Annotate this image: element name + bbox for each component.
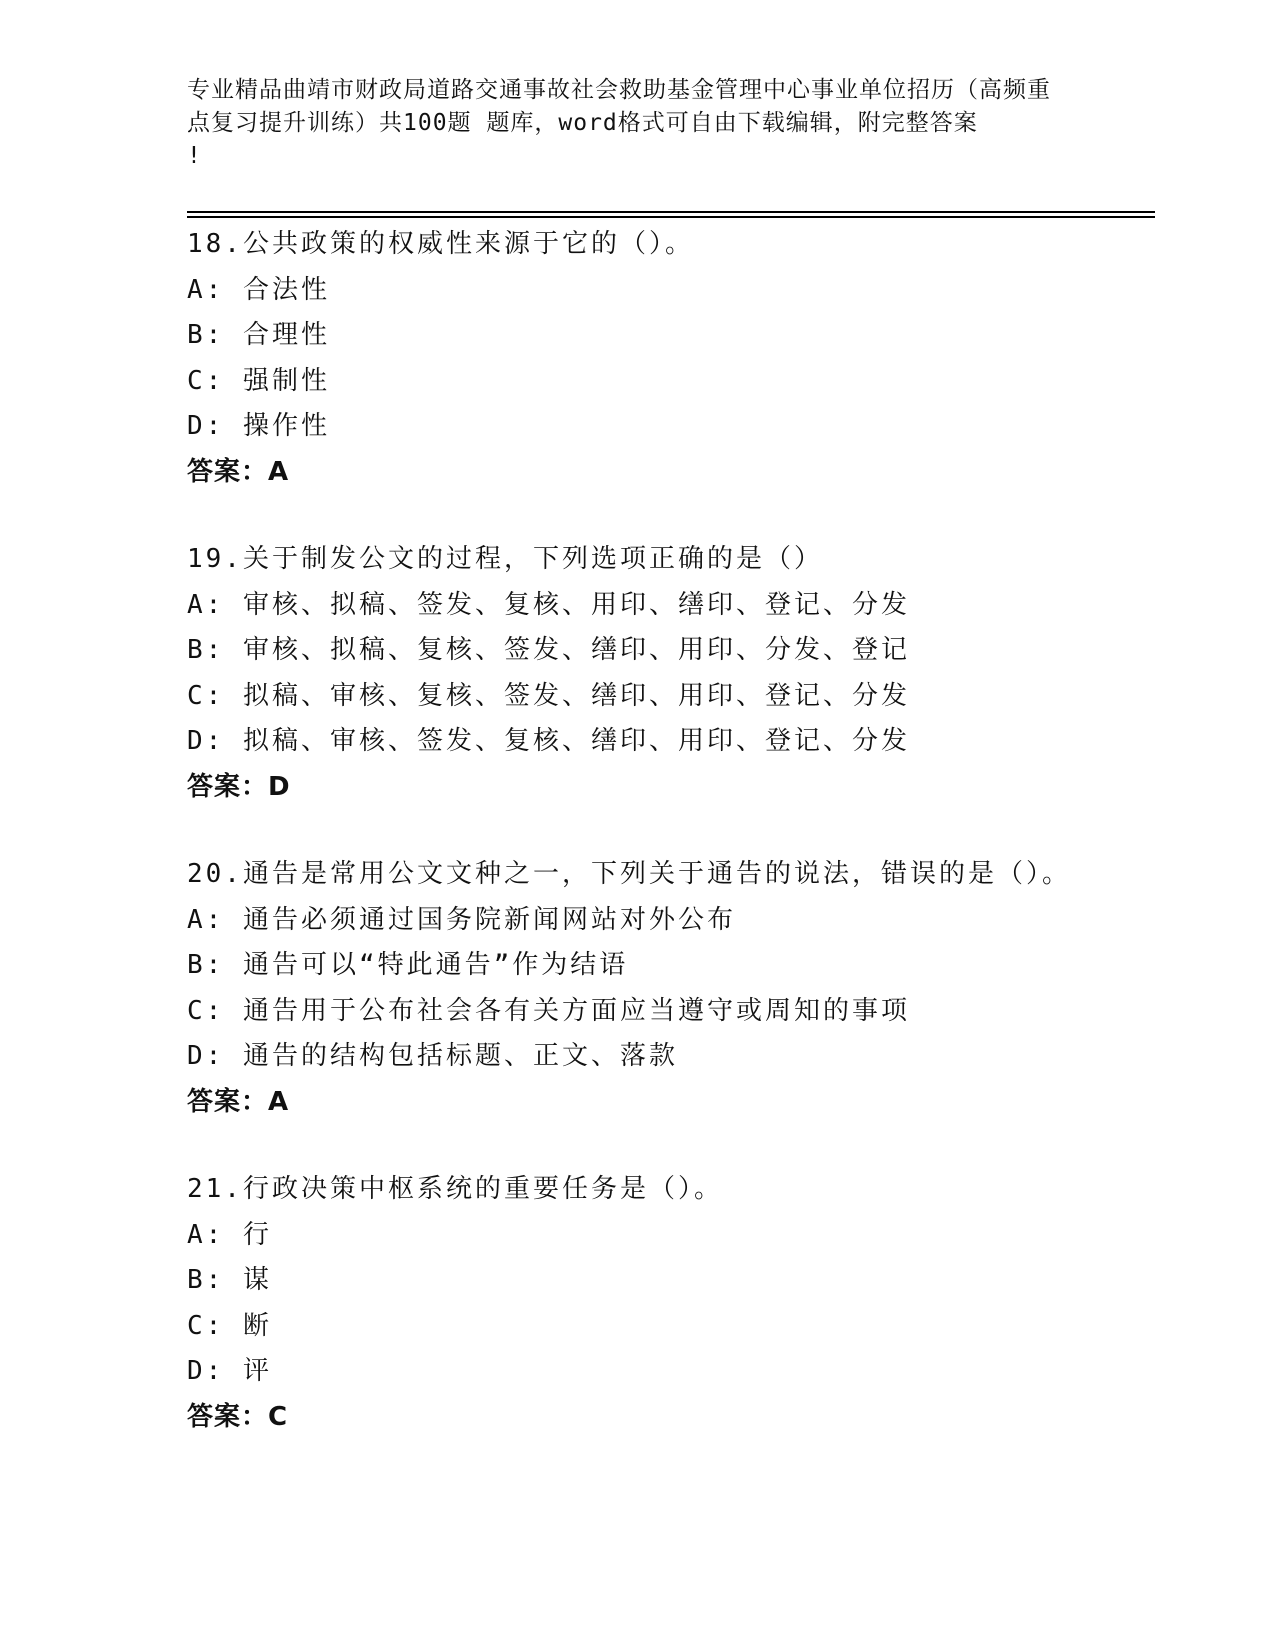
option-b: B: 谋	[187, 1265, 272, 1295]
question-stem: 19.关于制发公文的过程，下列选项正确的是（）	[187, 544, 823, 574]
option-c: C: 拟稿、审核、复核、签发、缮印、用印、登记、分发	[187, 680, 910, 711]
option-b: B: 审核、拟稿、复核、签发、缮印、用印、分发、登记	[187, 635, 910, 665]
header-line-1: 专业精品曲靖市财政局道路交通事故社会救助基金管理中心事业单位招历（高频重	[187, 77, 1051, 103]
question-21	[187, 1167, 1155, 1440]
option-c: C: 断	[187, 1310, 272, 1341]
question-19	[187, 537, 1155, 810]
option-d: D: 通告的结构包括标题、正文、落款	[187, 1041, 678, 1071]
header-line-2: 点复习提升训练）共100题 题库，word格式可自由下载编辑，附完整答案	[187, 110, 978, 136]
answer-line: 答案：A	[187, 1086, 290, 1117]
option-d: D: 操作性	[187, 411, 330, 441]
question-stem: 21.行政决策中枢系统的重要任务是（）。	[187, 1174, 723, 1204]
option-a: A: 行	[187, 1219, 272, 1250]
option-b: B: 通告可以“特此通告”作为结语	[187, 950, 629, 980]
answer-line: 答案：A	[187, 456, 290, 487]
question-stem: 20.通告是常用公文文种之一，下列关于通告的说法，错误的是（）。	[187, 859, 1071, 889]
answer-line: 答案：C	[187, 1401, 289, 1432]
option-a: A: 通告必须通过国务院新闻网站对外公布	[187, 904, 736, 935]
option-a: A: 审核、拟稿、签发、复核、用印、缮印、登记、分发	[187, 589, 910, 620]
question-20	[187, 852, 1155, 1125]
header-line-3: !	[187, 143, 202, 169]
option-d: D: 拟稿、审核、签发、复核、缮印、用印、登记、分发	[187, 726, 910, 756]
option-a: A: 合法性	[187, 274, 330, 305]
header-double-rule	[187, 211, 1155, 218]
answer-line: 答案：D	[187, 771, 291, 802]
question-list	[187, 222, 1155, 1482]
question-stem: 18.公共政策的权威性来源于它的（）。	[187, 229, 694, 259]
option-d: D: 评	[187, 1356, 272, 1386]
question-18	[187, 222, 1155, 495]
option-b: B: 合理性	[187, 320, 330, 350]
option-c: C: 强制性	[187, 365, 330, 396]
option-c: C: 通告用于公布社会各有关方面应当遵守或周知的事项	[187, 995, 910, 1026]
document-header	[187, 74, 1107, 173]
